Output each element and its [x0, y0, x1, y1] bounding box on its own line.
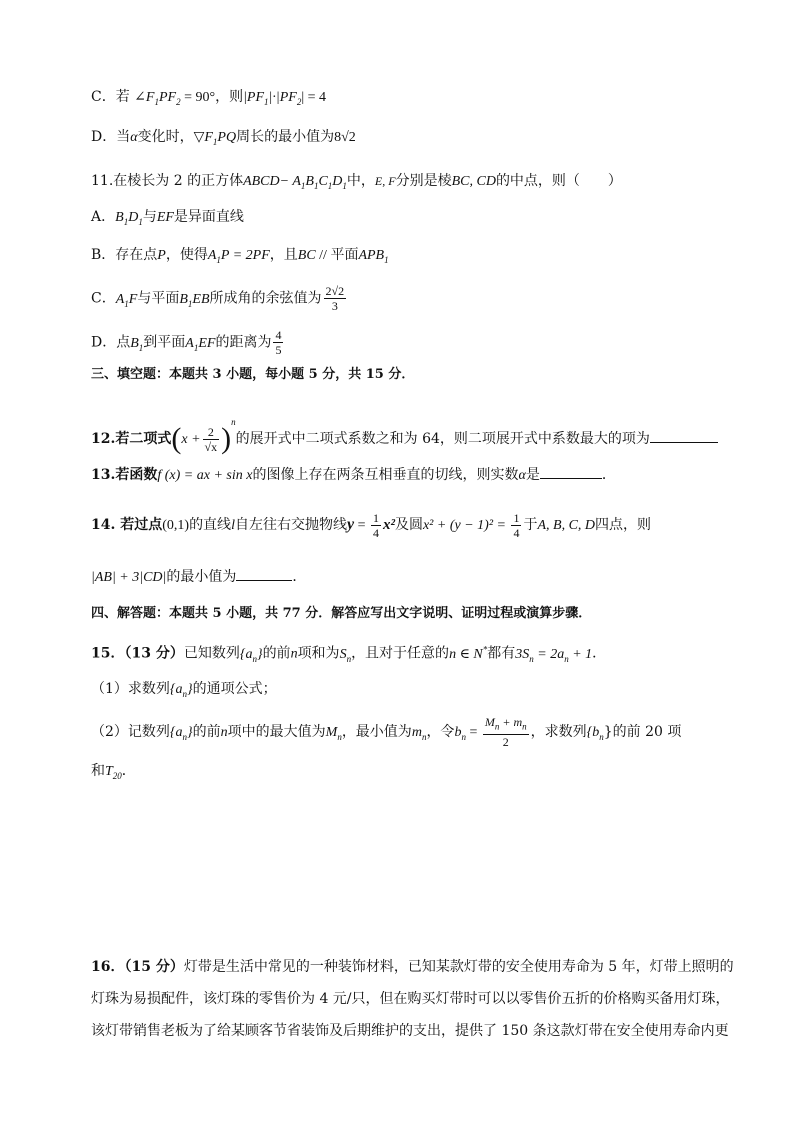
fraction: $\frac{4}{5}$: [275, 328, 282, 357]
q10-option-d: D．当α变化时，$▽F_1PQ$周长的最小值为8√2: [91, 129, 356, 147]
q10-option-c: C．若 $\angle F_1PF_2 = 90^\circ$，则$|PF_1|\cdot|PF_2| = 4$: [91, 89, 327, 107]
fraction: $\frac{1}{4}$: [513, 510, 520, 540]
q11-option-c: C．$A_1F$与平面$B_1EB$所成角的余弦值为 $\frac{2√2}{3}$: [91, 284, 345, 313]
q14-line2: |AB| + 3|CD|的最小值为 ．: [91, 566, 306, 587]
q11-stem: 11.在棱长为 2 的正方体ABCD− $A_1B_1C_1D_1$中，E, F分别是棱BC, CD的中点，则（ ）: [91, 173, 622, 191]
q15-stem: 15．（13 分）已知数列$\{a_n\}$的前n项和为$S_n$，且对于任意的n ∈ N*都有$3S_n = 2a_n + 1$．: [91, 644, 607, 664]
q16-line2: 灯珠为易损配件，该灯珠的零售价为 4 元/只，但在购买灯带时可以以零售价五折的价格购买备用灯珠，: [91, 991, 730, 1007]
plane-apb1: $APB_1$: [358, 248, 389, 265]
product-expression: $|PF_1|\cdot|PF_2| = 4$: [243, 90, 327, 107]
q15-part1: （1）求数列$\{a_n\}$的通项公式；: [91, 681, 277, 699]
cube-name: ABCD− $A_1B_1C_1D_1$: [243, 174, 347, 191]
q15-part2: （2）记数列$\{a_n\}$的前n项中的最大值为$M_n$，最小值为$m_n$，令$b_n$ = $\frac{M_n + m_n}{2}$ ，求数列$\{b_n\}$的前 20 项: [91, 715, 682, 749]
plane-a1ef: $A_1EF$: [185, 335, 216, 353]
fraction: $\frac{2}{√x}$: [204, 424, 218, 454]
q14: 14. 若过点(0,1)的直线l自左往右交抛物线y = $\frac{1}{4}$ x²及圆x² + (y − 1)² = $\frac{1}{4}$ 于A, B, C, D四点，则: [91, 510, 652, 540]
fraction: $\frac{1}{4}$: [372, 510, 379, 540]
q11-option-b: B．存在点P，使得$A_1P = 2PF$，且BC // 平面$APB_1$: [91, 247, 389, 265]
q12: 12.若二项式(x + $\frac{2}{√x}$ )$^n$的展开式中二项式系数之和为 64，则二项展开式中系数最大的项为: [91, 404, 718, 458]
answer-blank[interactable]: [236, 566, 292, 581]
answer-blank[interactable]: [650, 428, 718, 443]
answer-blank[interactable]: [540, 464, 602, 479]
option-label: C．若: [91, 89, 130, 105]
section-title: 四、解答题：本题共 5 小题，共 77 分．解答应写出文字说明、证明过程或演算步骤．: [91, 606, 592, 621]
section-title: 三、填空题：本题共 3 小题，每小题 5 分，共 15 分．: [91, 367, 415, 382]
plane-b1eb: $B_1EB$: [179, 291, 210, 309]
q16-line3: 该灯带销售老板为了给某顾客节省装饰及后期维护的支出，提供了 150 条这款灯带在安全使用寿命内更: [91, 1023, 729, 1039]
q15-part2-line2: 和$T_{20}$．: [91, 763, 136, 781]
fraction: $\frac{2√2}{3}$: [325, 284, 345, 313]
angle-expression: $\angle F_1PF_2 = 90^\circ$: [134, 90, 216, 107]
fraction: $\frac{M_n + m_n}{2}$: [484, 715, 527, 749]
vector-equation: $A_1P = 2PF$: [207, 248, 270, 265]
triangle-expression: $▽F_1PQ$: [193, 130, 237, 147]
a1f: $A_1F$: [115, 291, 138, 309]
q11-option-d: D．点$B_1$到平面$A_1EF$的距离为 $\frac{4}{5}$: [91, 328, 282, 357]
b1d1: $B_1D_1$: [115, 210, 143, 227]
point-b1: $B_1$: [130, 335, 144, 353]
q11-option-a: A．$B_1D_1$与EF是异面直线: [91, 209, 244, 227]
q16-line1: 16．（15 分）灯带是生活中常见的一种装饰材料，已知某款灯带的安全使用寿命为 5 年，灯带上照明的: [91, 959, 734, 975]
q13: 13.若函数f (x) = ax + sin x的图像上存在两条互相垂直的切线，则实数α是 ．: [91, 464, 616, 485]
